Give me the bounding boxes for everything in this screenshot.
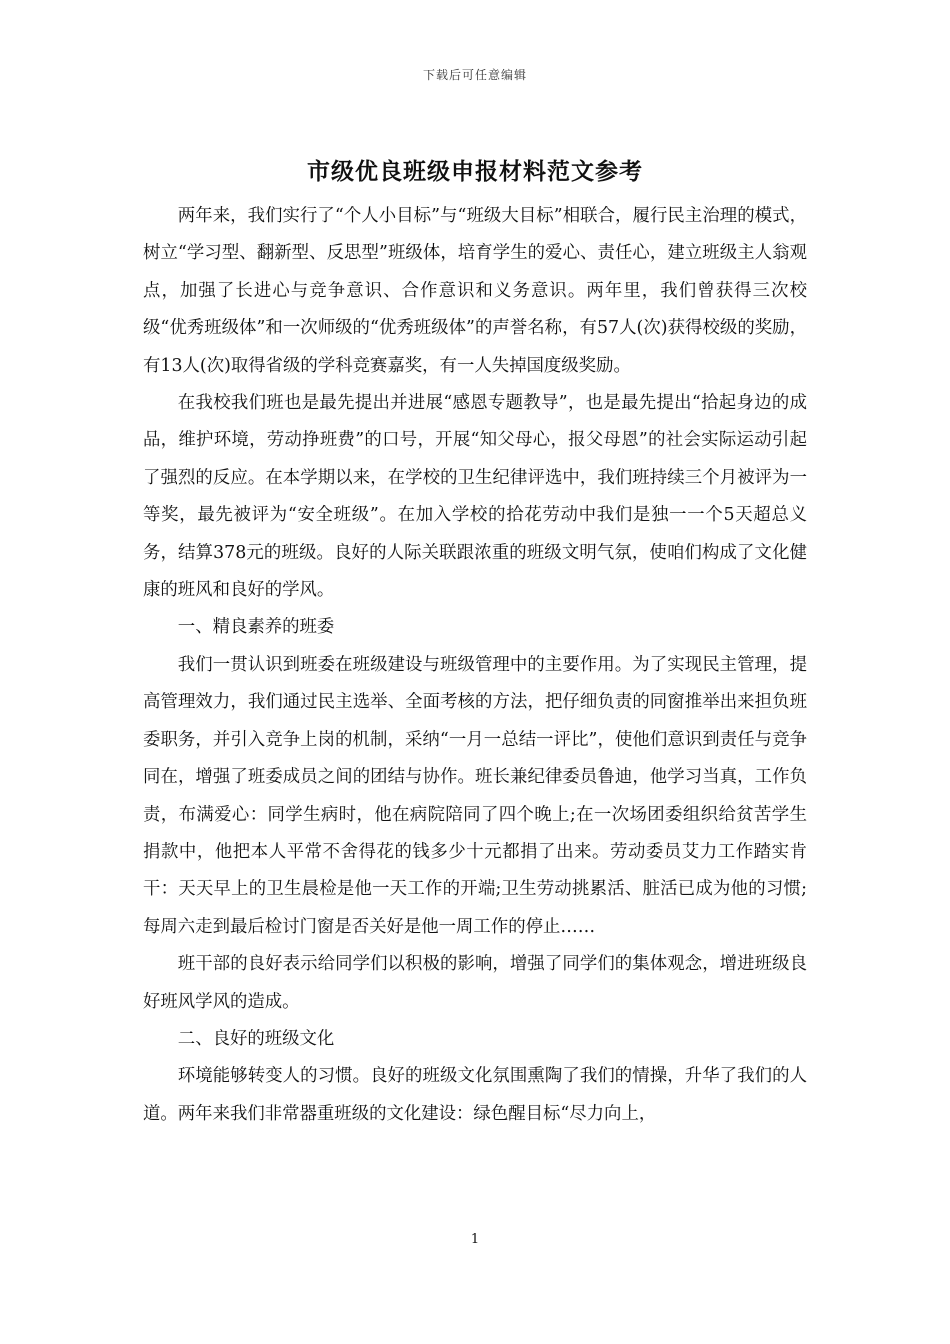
document-body (143, 198, 807, 1133)
section-heading-class-culture: 二、良好的班级文化 (177, 1028, 335, 1049)
paragraph-class-committee: 我们一贯认识到班委在班级建设与班级管理中的主要作用。为了实现民主管理，提高管理效力，我们通过民主选举、全面考核的方法，把仔细负责的同窗推举出来担负班委职务，并引入竞争上岗的机制，采纳“一月一总结一评比”，使他们意识到责任与竞争同在，增强了班委成员之间的团结与协作。班长兼纪律委员鲁迪，他学习当真，工作负责，布满爱心：同学生病时，他在病院陪同了四个晚上;在一次场团委组织给贫苦学生捐款中，他把本人平常不舍得花的钱多少十元都捐了出来。劳动委员艾力工作踏实肯干：天天早上的卫生晨检是他一天工作的开端;卫生劳动挑累活、脏活已成为他的习惯;每周六走到最后检讨门窗是否关好是他一周工作的停止…… (143, 654, 807, 937)
paragraph-achievements: 两年来，我们实行了“个人小目标”与“班级大目标”相联合，履行民主治理的模式，树立“学习型、翻新型、反思型”班级体，培育学生的爱心、责任心，建立班级主人翁观点，加强了长进心与竞争意识、合作意识和义务意识。两年里，我们曾获得三次校级“优秀班级体”和一次师级的“优秀班级体”的声誉名称，有57人(次)获得校级的奖励，有13人(次)取得省级的学科竞赛嘉奖，有一人失掉国度级奖励。 (143, 206, 807, 376)
header-note: 下载后可任意编辑 (422, 68, 527, 82)
paragraph-cadre-influence: 班干部的良好表示给同学们以积极的影响，增强了同学们的集体观念，增进班级良好班风学风的造成。 (143, 954, 807, 1012)
paragraph-activities: 在我校我们班也是最先提出并进展“感恩专题教导”，也是最先提出“拾起身边的成品，维护环境，劳动挣班费”的口号，开展“知父母心，报父母恩”的社会实际运动引起了强烈的反应。在本学期以来，在学校的卫生纪律评选中，我们班持续三个月被评为一等奖，最先被评为“安全班级”。在加入学校的拾花劳动中我们是独一一个5天超总义务，结算378元的班级。良好的人际关联跟浓重的班级文明气氛，使咱们构成了文化健康的班风和良好的学风。 (143, 393, 807, 601)
section-heading-class-committee: 一、精良素养的班委 (177, 617, 335, 638)
paragraph-class-culture: 环境能够转变人的习惯。良好的班级文化氛围熏陶了我们的情操，升华了我们的人道。两年来我们非常器重班级的文化建设：绿色醒目标“尽力向上， (143, 1066, 807, 1124)
document-title: 市级优良班级申报材料范文参考 (307, 158, 643, 185)
page-number: 1 (470, 1232, 480, 1247)
